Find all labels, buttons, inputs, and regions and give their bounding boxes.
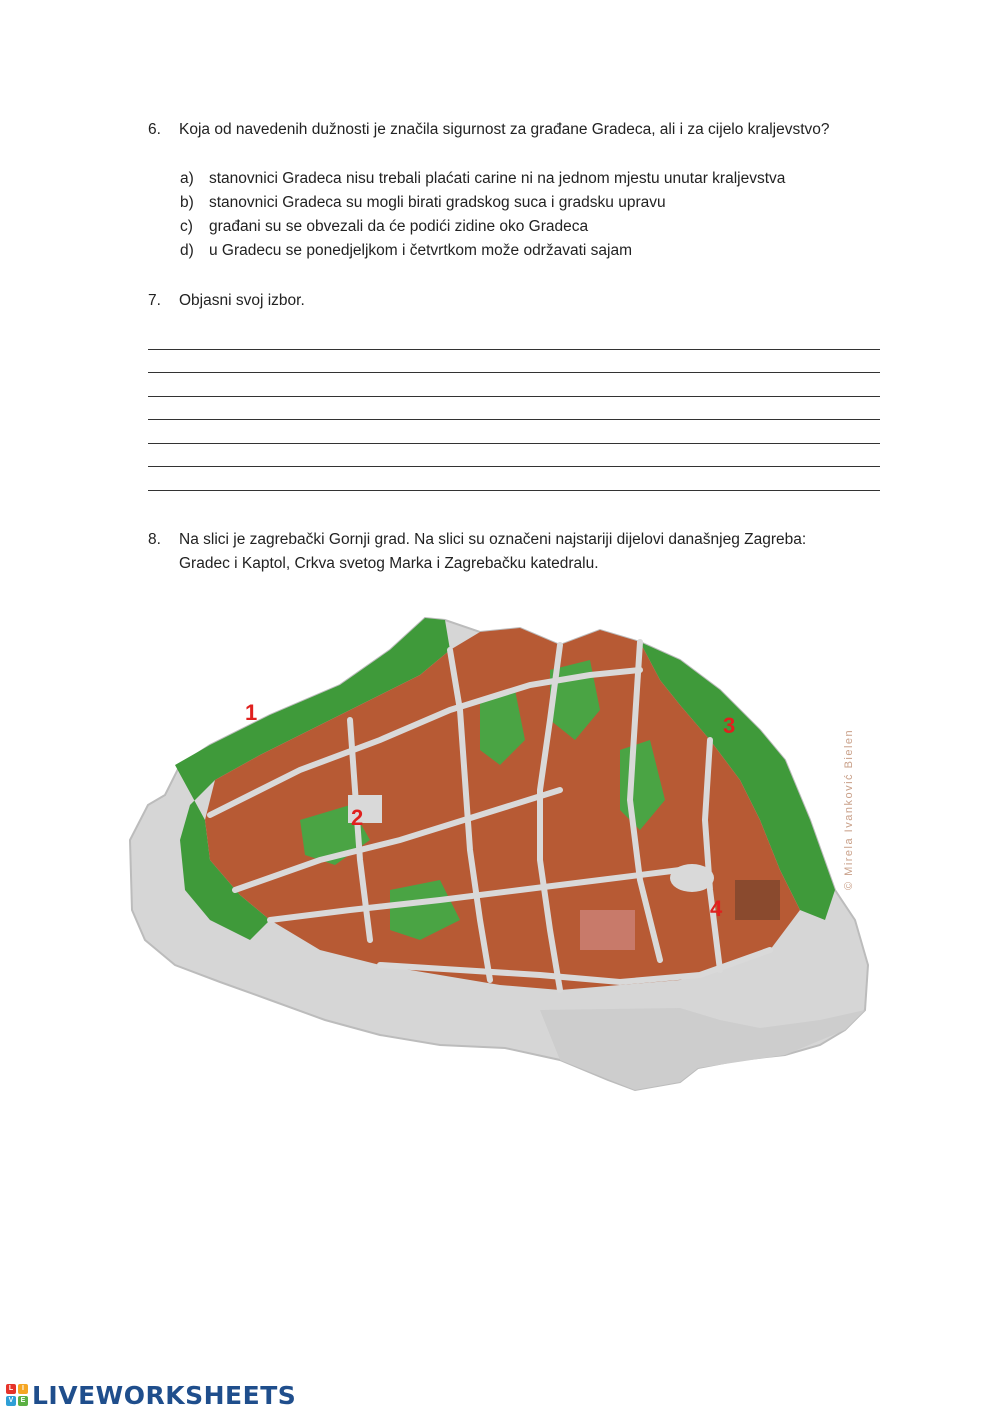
question-8-number: 8. <box>148 531 161 548</box>
answer-line[interactable] <box>148 396 880 397</box>
answer-line[interactable] <box>148 372 880 373</box>
marker-2: 2 <box>351 805 364 830</box>
option-a-text: stanovnici Gradeca nisu trebali plaćati carine ni na jednom mjestu unutar kraljevstva <box>209 170 786 187</box>
answer-line[interactable] <box>148 419 880 420</box>
option-c-text: građani su se obvezali da će podići zidine oko Gradeca <box>209 218 589 235</box>
answer-line[interactable] <box>148 490 880 491</box>
marker-4: 4 <box>710 896 723 921</box>
question-6-number: 6. <box>148 121 161 138</box>
answer-line[interactable] <box>148 349 880 350</box>
question-6-text: Koja od navedenih dužnosti je značila sigurnost za građane Gradeca, ali i za cijelo kraljevstvo? <box>179 121 830 138</box>
option-a-letter: a) <box>180 170 194 187</box>
logo-icon <box>6 1384 28 1406</box>
map-credit: © Mirela Ivanković Bielen <box>843 728 855 890</box>
option-d-letter: d) <box>180 242 194 259</box>
option-d-text: u Gradecu se ponedjeljkom i četvrtkom može održavati sajam <box>209 242 632 259</box>
question-7-number: 7. <box>148 292 161 309</box>
logo-letter: E <box>18 1396 28 1406</box>
market-square <box>580 910 635 950</box>
question-8-line-2: Gradec i Kaptol, Crkva svetog Marka i Zagrebačku katedralu. <box>179 555 599 572</box>
kaptol-square <box>670 864 714 892</box>
liveworksheets-logo[interactable] <box>6 1380 296 1410</box>
logo-text: LIVEWORKSHEETS <box>32 1380 297 1410</box>
cathedral <box>735 880 780 920</box>
answer-line[interactable] <box>148 466 880 467</box>
marker-3: 3 <box>723 713 736 738</box>
logo-letter: I <box>18 1384 28 1394</box>
logo-letter: L <box>6 1384 16 1394</box>
option-b-letter: b) <box>180 194 194 211</box>
question-8-line-1: Na slici je zagrebački Gornji grad. Na slici su označeni najstariji dijelovi današnjeg Zagreba: <box>179 531 807 548</box>
option-b-text: stanovnici Gradeca su mogli birati gradskog suca i gradsku upravu <box>209 194 666 211</box>
upper-town-map <box>120 590 880 1100</box>
answer-line[interactable] <box>148 443 880 444</box>
logo-letter: V <box>6 1396 16 1406</box>
marker-1: 1 <box>245 700 258 725</box>
option-c-letter: c) <box>180 218 193 235</box>
question-7-text: Objasni svoj izbor. <box>179 292 305 309</box>
